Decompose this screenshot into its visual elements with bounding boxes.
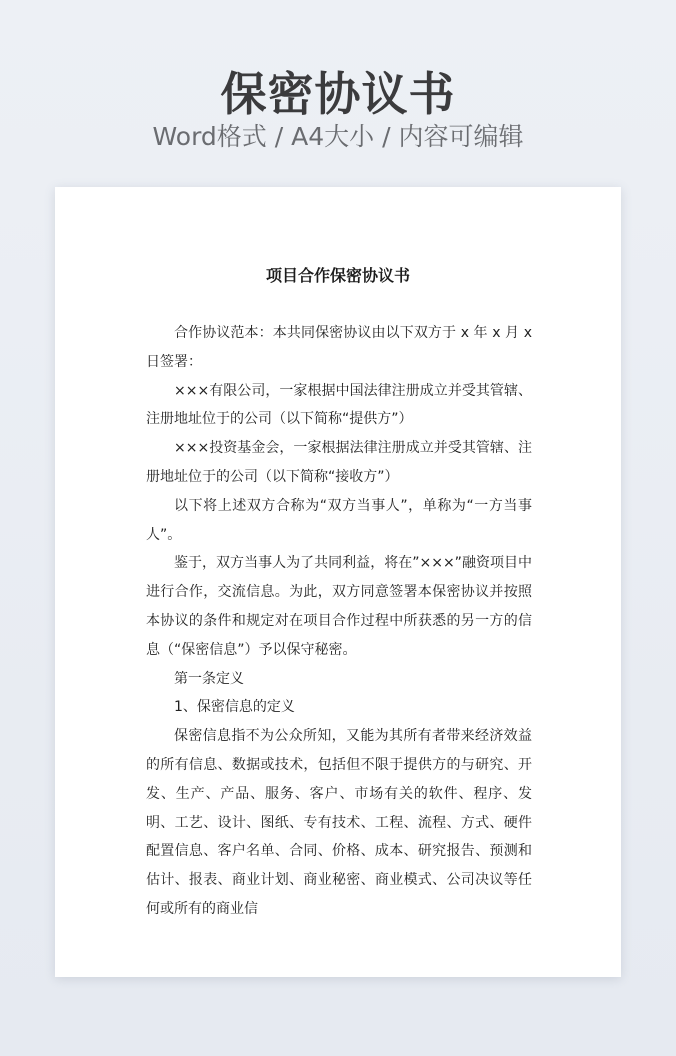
article-heading: 第一条定义 [174,670,244,687]
document-title: 项目合作保密协议书 [265,266,410,285]
paragraph-receiver: ×××投资基金会，一家根据法律注册成立并受其管辖、注册地址位于的公司（以下简称“接收方”） [146,440,532,485]
page-subtitle: Word格式 / A4大小 / 内容可编辑 [152,122,524,151]
paragraph-whereas: 鉴于，双方当事人为了共同利益，将在”×××”融资项目中进行合作，交流信息。为此，双方同意签署本保密协议并按照本协议的条件和规定对在项目合作过程中所获悉的另一方的信息（“保密信息”）予以保守秘密。 [146,555,532,658]
paragraph-provider: ×××有限公司，一家根据中国法律注册成立并受其管辖、注册地址位于的公司（以下简称“提供方”） [146,382,532,428]
paragraph-definition: 保密信息指不为公众所知，又能为其所有者带来经济效益的所有信息、数据或技术，包括但不限于提供方的与研究、开发、生产、产品、服务、客户、市场有关的软件、程序、发明、工艺、设计、图纸、专有技术、工程、流程、方式、硬件配置信息、客户名单、合同、价格、成本、研究报告、预测和估计、报表、商业计划、商业秘密、商业模式、公司决议等任何或所有的商业信 [146,728,532,917]
section-heading: 1、保密信息的定义 [174,699,295,716]
paragraph-parties: 以下将上述双方合称为“双方当事人”，单称为“一方当事人”。 [146,497,532,543]
paragraph-preamble: 合作协议范本：本共同保密协议由以下双方于 x 年 x 月 x 日签署： [146,325,532,370]
document-body [146,319,532,924]
page-title: 保密协议书 [220,67,456,121]
